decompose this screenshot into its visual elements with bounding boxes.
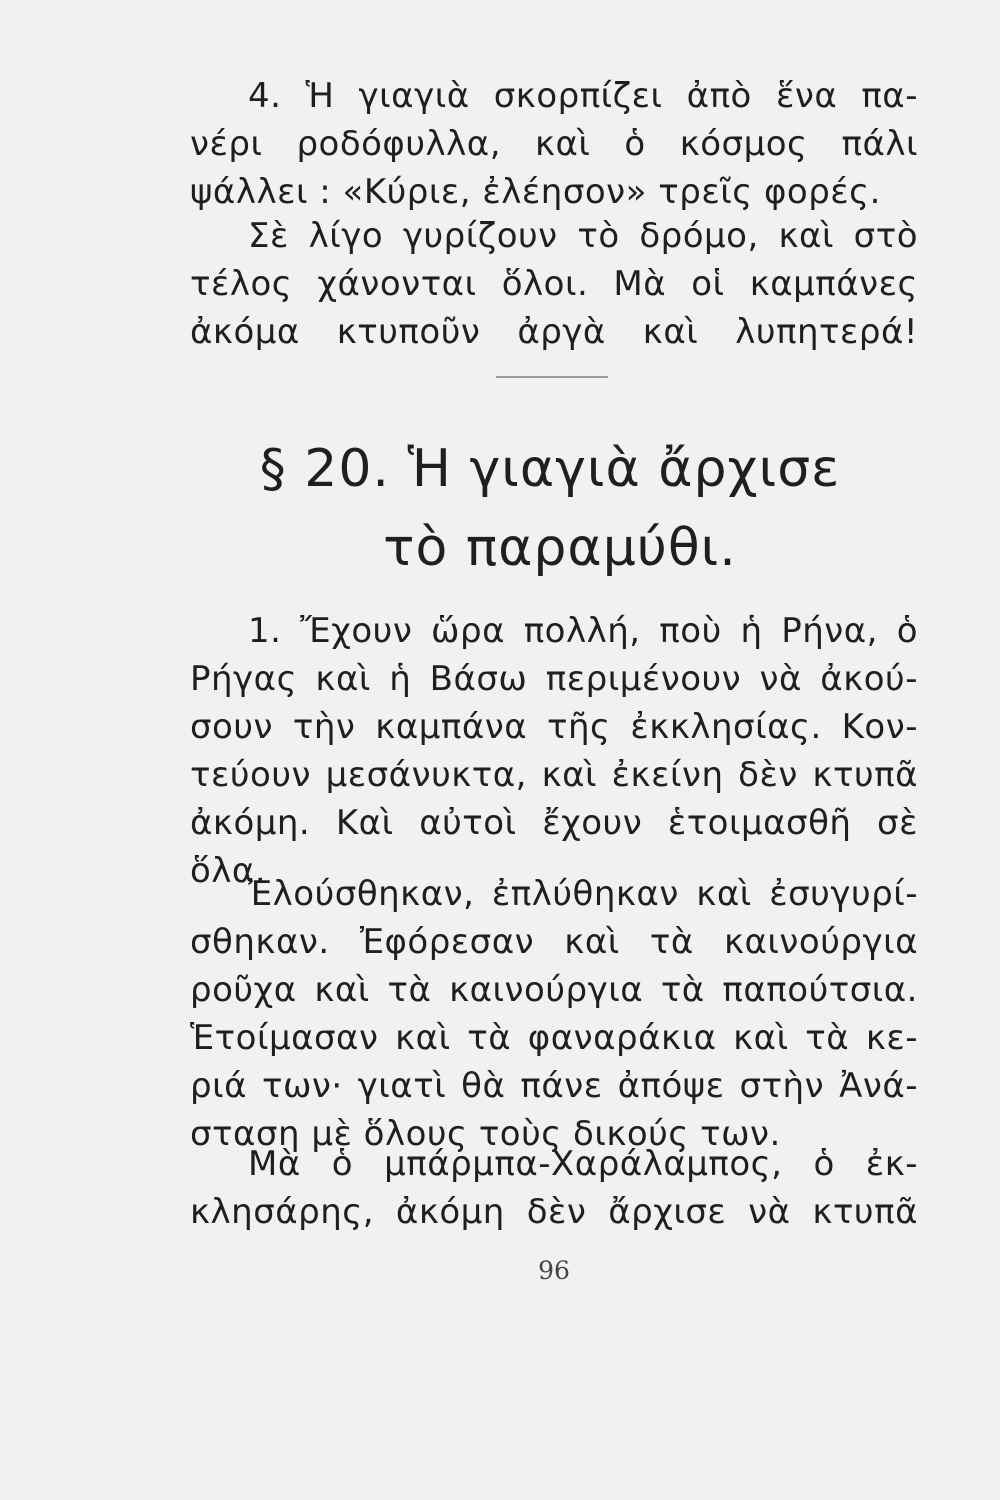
text-line: ἀκόμη. Καὶ αὐτοὶ ἔχουν ἑτοιμασθῆ σὲ — [190, 803, 918, 843]
text-line: Ἑτοίμασαν καὶ τὰ φαναράκια καὶ τὰ κε- — [190, 1018, 918, 1058]
text-line: Ρήγας καὶ ἡ Βάσω περιμένουν νὰ ἀκού- — [190, 659, 918, 699]
top-paragraph-2 — [190, 212, 918, 356]
body-paragraph-1 — [190, 607, 918, 895]
text-line: Σὲ λίγο γυρίζουν τὸ δρόμο, καὶ στὸ — [248, 216, 918, 256]
text-line: τέλος χάνονται ὅλοι. Μὰ οἱ καμπάνες — [190, 264, 918, 304]
section-heading-line-1: § 20. Ἡ γιαγιὰ ἄρχισε — [259, 439, 841, 499]
text-line: ψάλλει : «Κύριε, ἐλέησον» τρεῖς φορές. — [190, 172, 881, 212]
text-line: σταση μὲ ὅλους τοὺς δικούς των. — [190, 1114, 781, 1154]
text-line: Μὰ ὁ μπάρμπα-Χαράλαμπος, ὁ ἐκ- — [248, 1144, 918, 1184]
section-divider — [496, 376, 608, 378]
text-line: σουν τὴν καμπάνα τῆς ἐκκλησίας. Κον- — [190, 707, 918, 747]
text-line: Ἐλούσθηκαν, ἐπλύθηκαν καὶ ἐσυγυρί- — [248, 874, 918, 914]
text-line: κλησάρης, ἀκόμη δὲν ἄρχισε νὰ κτυπᾶ — [190, 1192, 918, 1232]
body-paragraph-2 — [190, 870, 918, 1158]
text-line: σθηκαν. Ἐφόρεσαν καὶ τὰ καινούργια — [190, 922, 918, 962]
page-number: 96 — [538, 1256, 570, 1285]
text-line: ἀκόμα κτυποῦν ἀργὰ καὶ λυπητερά! — [190, 312, 918, 352]
text-line: 4. Ἡ γιαγιὰ σκορπίζει ἀπὸ ἕνα πα- — [248, 76, 918, 116]
text-line: νέρι ροδόφυλλα, καὶ ὁ κόσμος πάλι — [190, 124, 918, 164]
text-line: τεύουν μεσάνυκτα, καὶ ἐκείνη δὲν κτυπᾶ — [190, 755, 918, 795]
text-line: ὅλα. — [190, 851, 267, 891]
top-paragraph-1 — [190, 72, 918, 216]
section-heading-line-2: τὸ παραμύθι. — [383, 518, 737, 578]
text-line: ριά των· γιατὶ θὰ πάνε ἀπόψε στὴν Ἀνά- — [190, 1066, 918, 1106]
text-line: 1. Ἔχουν ὥρα πολλή, ποὺ ἡ Ρήνα, ὁ — [248, 611, 918, 651]
text-line: ροῦχα καὶ τὰ καινούργια τὰ παπούτσια. — [190, 970, 918, 1010]
body-paragraph-3 — [190, 1140, 918, 1236]
